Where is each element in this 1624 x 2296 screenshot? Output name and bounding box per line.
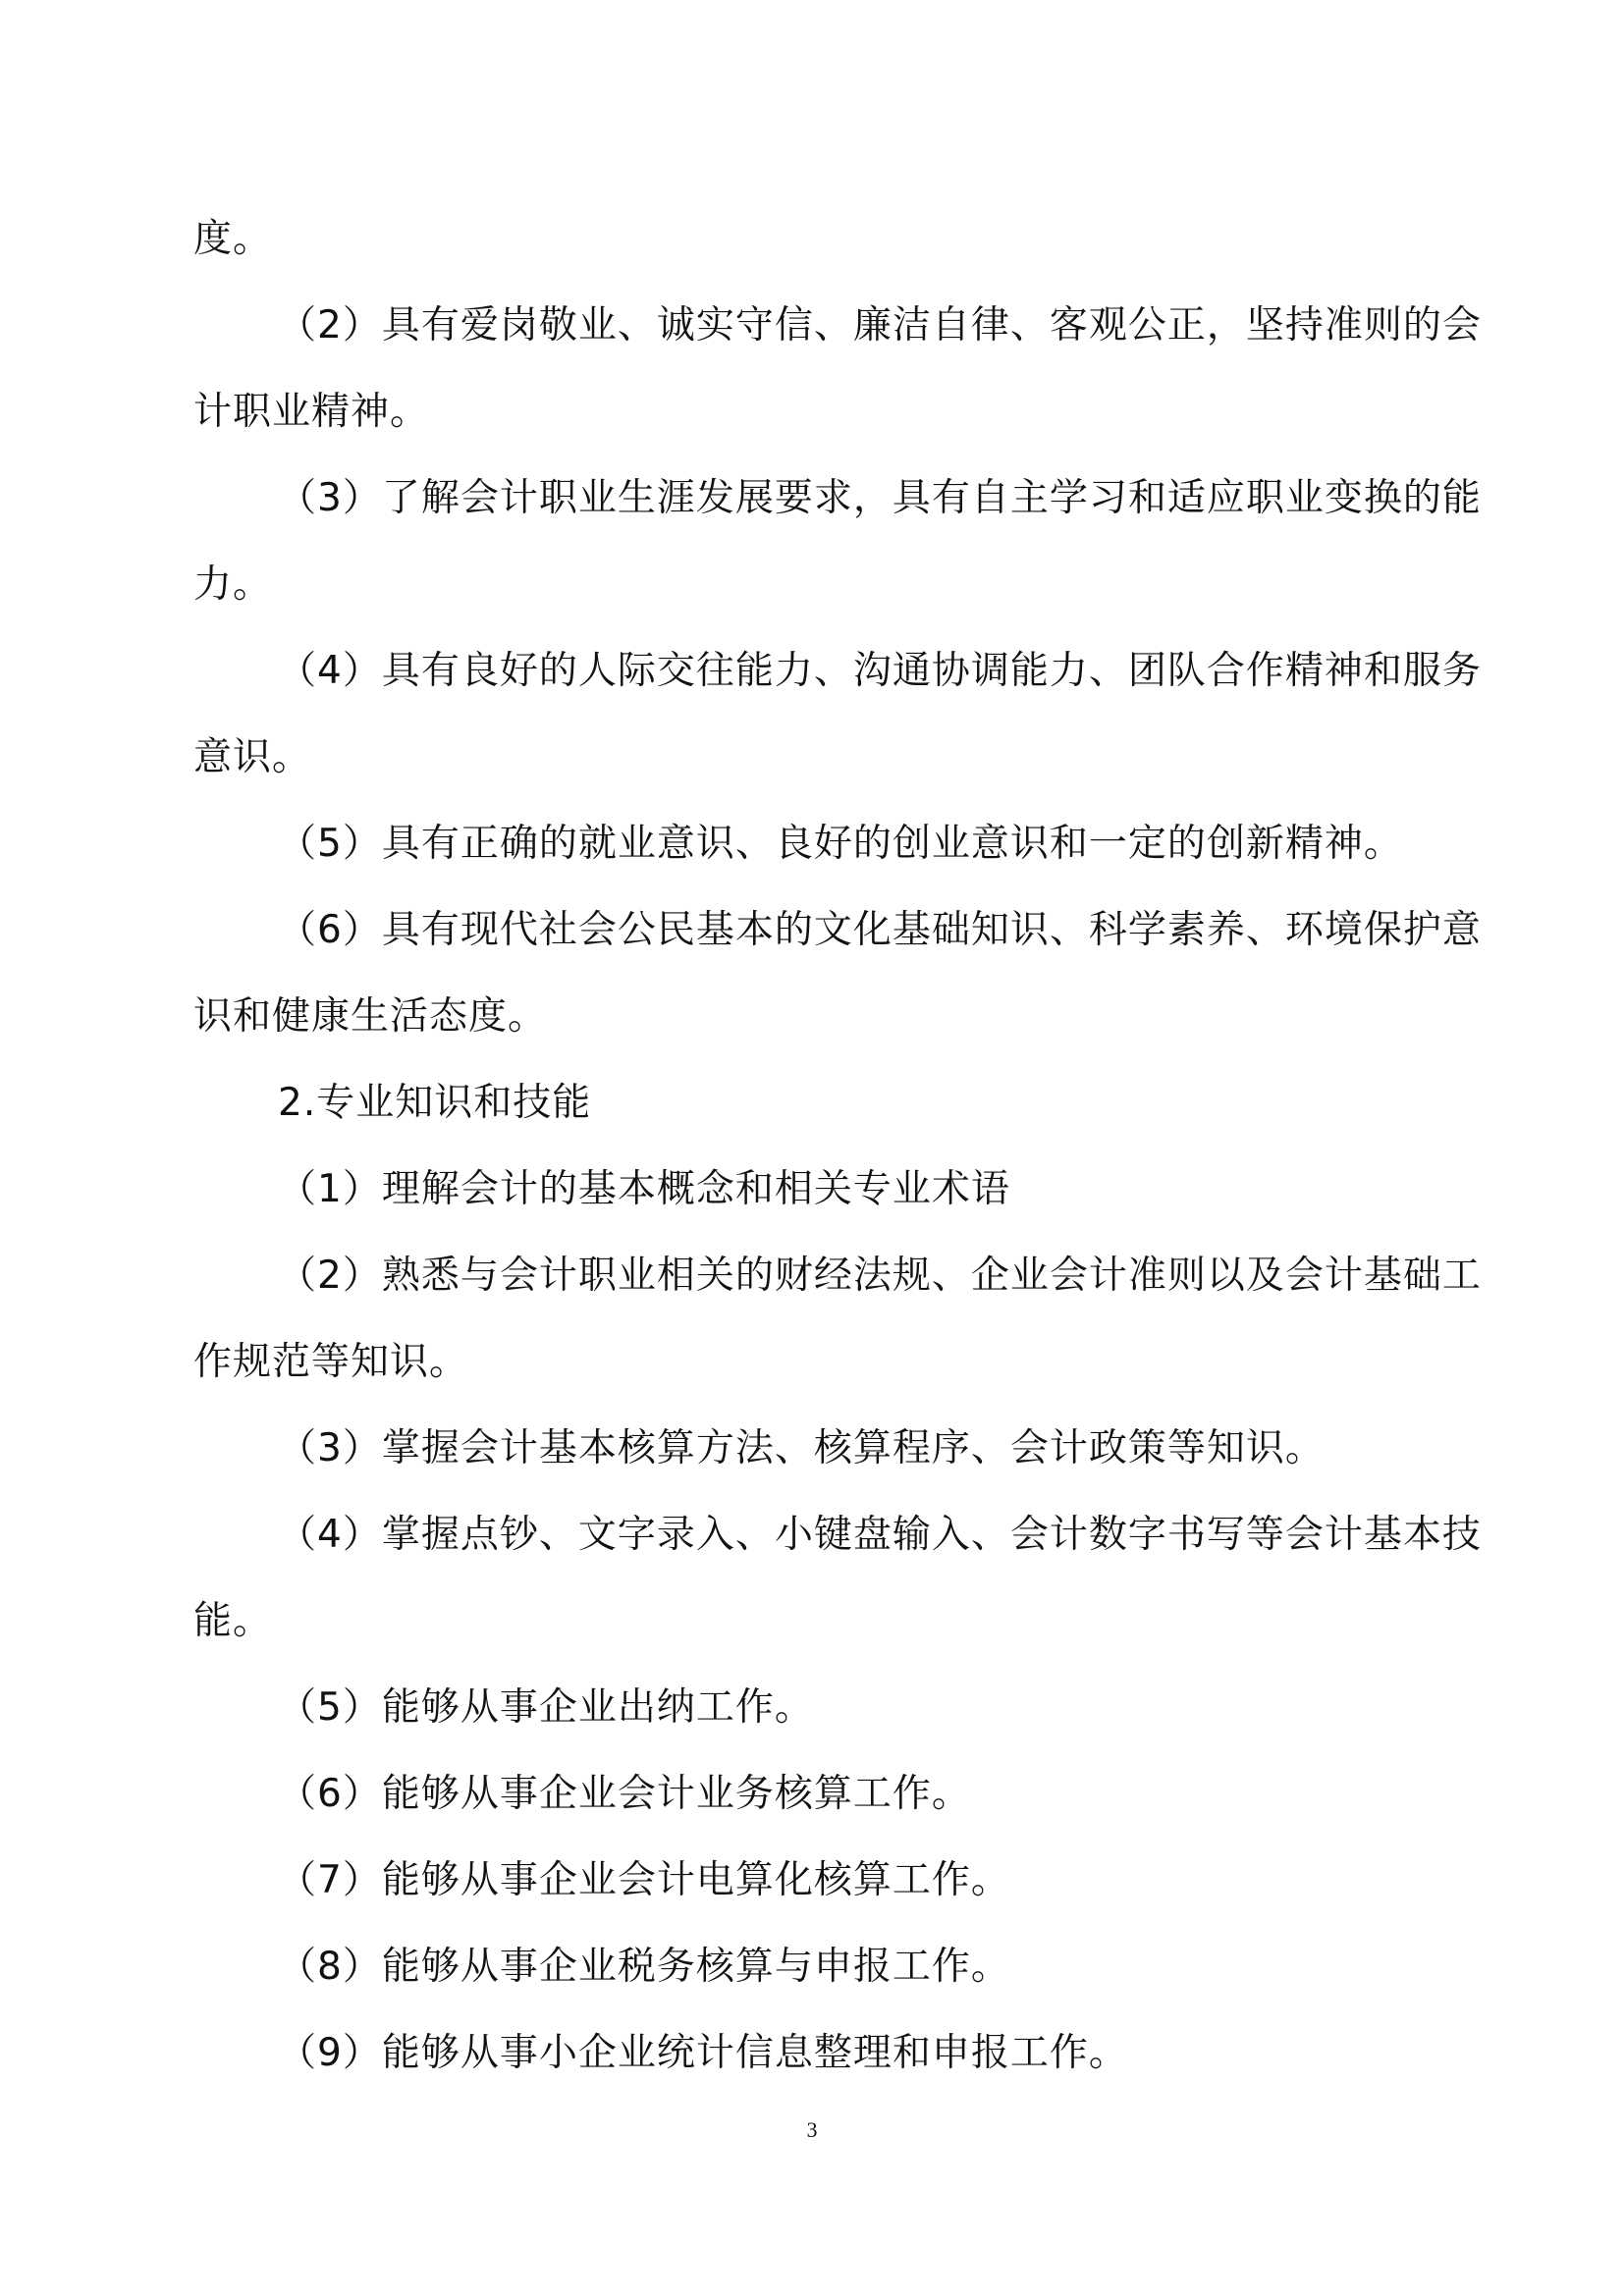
paragraph-line: （9）能够从事小企业统计信息整理和申报工作。	[278, 2031, 1128, 2075]
section-heading: 2.专业知识和技能	[278, 1081, 592, 1125]
paragraph-line: （5）能够从事企业出纳工作。	[278, 1685, 814, 1730]
paragraph-line: 能。	[193, 1599, 273, 1643]
paragraph-line: （3）了解会计职业生涯发展要求，具有自主学习和适应职业变换的能	[278, 476, 1482, 520]
paragraph-line: 识和健康生活态度。	[193, 994, 548, 1039]
paragraph-line: （1）理解会计的基本概念和相关专业术语	[278, 1167, 1010, 1211]
paragraph-line: （4）具有良好的人际交往能力、沟通协调能力、团队合作精神和服务	[278, 649, 1482, 693]
paragraph-line: （8）能够从事企业税务核算与申报工作。	[278, 1945, 1010, 1989]
page-number: 3	[806, 2117, 818, 2142]
paragraph-line: （7）能够从事企业会计电算化核算工作。	[278, 1858, 1010, 1902]
paragraph-line: （6）具有现代社会公民基本的文化基础知识、科学素养、环境保护意	[278, 908, 1482, 952]
paragraph-line: （3）掌握会计基本核算方法、核算程序、会计政策等知识。	[278, 1426, 1325, 1470]
paragraph-line: 意识。	[193, 735, 312, 779]
paragraph-line: 力。	[193, 562, 273, 607]
paragraph-line: 作规范等知识。	[193, 1340, 469, 1384]
paragraph-line: （5）具有正确的就业意识、良好的创业意识和一定的创新精神。	[278, 822, 1403, 866]
paragraph-line: （2）具有爱岗敬业、诚实守信、廉洁自律、客观公正，坚持准则的会	[278, 303, 1482, 347]
paragraph-line: （6）能够从事企业会计业务核算工作。	[278, 1772, 971, 1816]
paragraph-line: 计职业精神。	[193, 390, 430, 434]
paragraph-line: 度。	[193, 217, 273, 261]
paragraph-line: （2）熟悉与会计职业相关的财经法规、企业会计准则以及会计基础工	[278, 1254, 1482, 1298]
paragraph-line: （4）掌握点钞、文字录入、小键盘输入、会计数字书写等会计基本技	[278, 1513, 1482, 1557]
